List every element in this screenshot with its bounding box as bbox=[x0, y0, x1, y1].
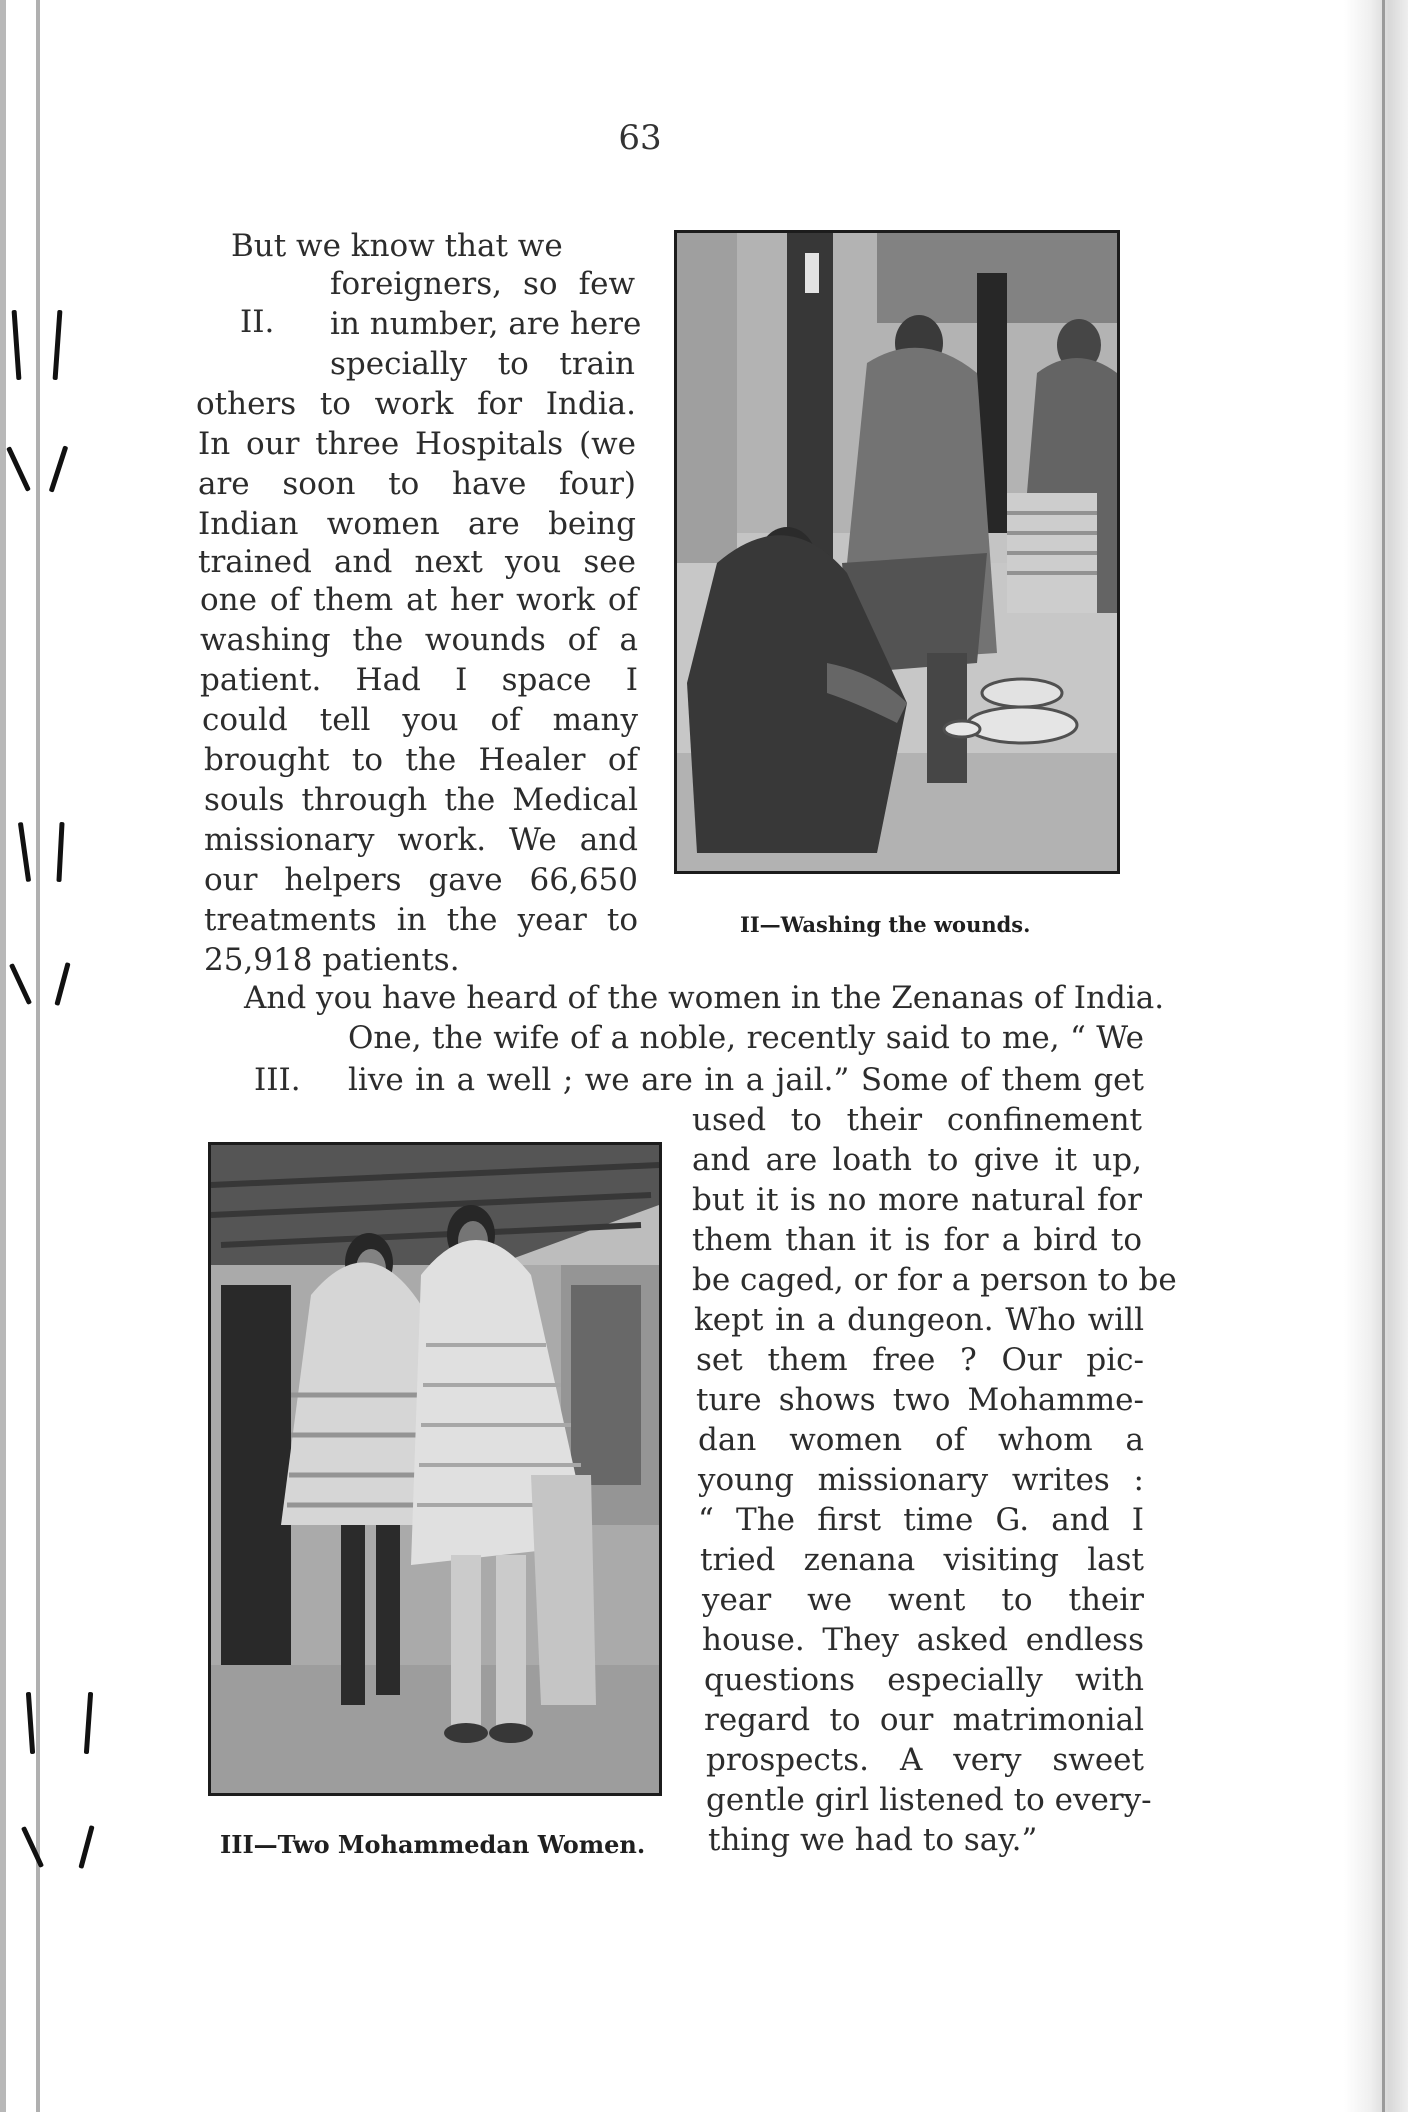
text-line: patient. Had I space I bbox=[200, 662, 638, 698]
text-line: Indian women are being bbox=[198, 506, 636, 542]
text-line: But we know that we bbox=[231, 228, 563, 264]
text-line: house. They asked endless bbox=[702, 1622, 1144, 1658]
photo-washing-wounds bbox=[674, 230, 1120, 874]
binding-fold-line bbox=[36, 0, 40, 2112]
text-line: and are loath to give it up, bbox=[692, 1142, 1142, 1178]
text-line: in number, are here bbox=[330, 306, 642, 342]
binding-stitch bbox=[54, 962, 70, 1006]
text-line: regard to our matrimonial bbox=[704, 1702, 1144, 1738]
text-line: young missionary writes : bbox=[698, 1462, 1144, 1498]
binding-stitch bbox=[53, 310, 63, 380]
text-line: In our three Hospitals (we bbox=[198, 426, 636, 462]
text-line: gentle girl listened to every- bbox=[706, 1782, 1152, 1818]
text-line: souls through the Medical bbox=[204, 782, 638, 818]
section-marker-three: III. bbox=[254, 1062, 301, 1098]
photo-two-women-image bbox=[211, 1145, 659, 1793]
text-line: others to work for India. bbox=[196, 386, 636, 422]
text-line: One, the wife of a noble, recently said to me, “ We bbox=[348, 1020, 1144, 1056]
binding-edge-left bbox=[0, 0, 6, 2112]
photo-washing-wounds-image bbox=[677, 233, 1117, 871]
text-line: them than it is for a bird to bbox=[692, 1222, 1142, 1258]
page-number: 63 bbox=[618, 118, 662, 158]
text-line: “ The first time G. and I bbox=[698, 1502, 1144, 1538]
text-line: ture shows two Mohamme- bbox=[696, 1382, 1144, 1418]
text-line: tried zenana visiting last bbox=[700, 1542, 1144, 1578]
text-line: missionary work. We and bbox=[204, 822, 638, 858]
text-line: used to their confinement bbox=[692, 1102, 1142, 1138]
text-line: thing we had to say.” bbox=[708, 1822, 1038, 1858]
text-line: but it is no more natural for bbox=[692, 1182, 1142, 1218]
text-line: trained and next you see bbox=[198, 544, 636, 580]
text-line: brought to the Healer of bbox=[204, 742, 638, 778]
caption-washing-wounds: II—Washing the wounds. bbox=[740, 912, 1031, 937]
text-line: kept in a dungeon. Who will bbox=[694, 1302, 1144, 1338]
binding-stitch bbox=[49, 445, 69, 492]
text-line: our helpers gave 66,650 bbox=[204, 862, 638, 898]
text-line: set them free ? Our pic- bbox=[696, 1342, 1144, 1378]
page-edge-right bbox=[1344, 0, 1408, 2112]
text-line: 25,918 patients. bbox=[204, 942, 460, 978]
binding-stitch bbox=[12, 310, 22, 380]
text-line: year we went to their bbox=[702, 1582, 1144, 1618]
binding-stitch bbox=[18, 822, 31, 882]
text-line: could tell you of many bbox=[202, 702, 638, 738]
text-line: dan women of whom a bbox=[698, 1422, 1144, 1458]
text-line: be caged, or for a person to be bbox=[692, 1262, 1177, 1298]
text-line: are soon to have four) bbox=[198, 466, 636, 502]
binding-stitch bbox=[84, 1692, 93, 1754]
section-marker-two: II. bbox=[240, 304, 275, 340]
text-line: live in a well ; we are in a jail.” Some of them get bbox=[348, 1062, 1144, 1098]
text-line: specially to train bbox=[330, 346, 635, 382]
binding-stitch bbox=[56, 822, 64, 882]
text-line: prospects. A very sweet bbox=[706, 1742, 1144, 1778]
text-line: And you have heard of the women in the Zenanas of India. bbox=[244, 980, 1165, 1016]
text-line: treatments in the year to bbox=[204, 902, 638, 938]
binding-stitch bbox=[78, 1825, 94, 1869]
text-line: foreigners, so few bbox=[330, 266, 635, 302]
text-line: one of them at her work of bbox=[200, 582, 638, 618]
text-line: questions especially with bbox=[704, 1662, 1144, 1698]
binding-stitch bbox=[9, 963, 32, 1005]
binding-stitch bbox=[21, 1826, 44, 1868]
text-line: washing the wounds of a bbox=[200, 622, 638, 658]
caption-two-women: III—Two Mohammedan Women. bbox=[220, 1830, 646, 1859]
binding-stitch bbox=[26, 1692, 35, 1754]
photo-two-women bbox=[208, 1142, 662, 1796]
binding-stitch bbox=[6, 446, 31, 492]
